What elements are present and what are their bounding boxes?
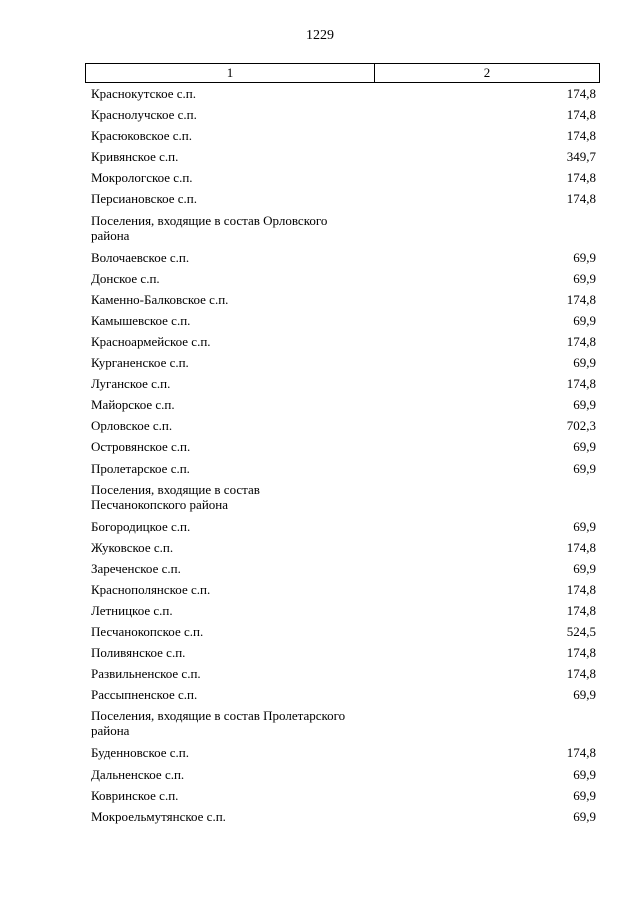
table-row bbox=[91, 666, 596, 687]
settlement-value: 702,3 bbox=[566, 418, 596, 434]
settlement-name: Кривянское с.п. bbox=[91, 149, 179, 165]
settlement-value: 174,8 bbox=[566, 745, 596, 761]
settlement-value: 174,8 bbox=[566, 333, 596, 349]
group-heading-row bbox=[91, 708, 596, 745]
table-row bbox=[91, 355, 596, 376]
table-row bbox=[91, 418, 596, 439]
settlement-name: Луганское с.п. bbox=[91, 376, 171, 392]
settlement-value: 174,8 bbox=[566, 376, 596, 392]
settlement-name: Краснолучское с.п. bbox=[91, 107, 197, 123]
table-row bbox=[91, 313, 596, 334]
settlement-value: 69,9 bbox=[573, 460, 596, 476]
settlement-value: 174,8 bbox=[566, 666, 596, 682]
group-heading: Поселения, входящие в состав Пролетарского района bbox=[91, 708, 346, 739]
group-heading: Поселения, входящие в состав Орловского района bbox=[91, 212, 328, 243]
settlement-name: Островянское с.п. bbox=[91, 439, 191, 455]
settlement-name: Поливянское с.п. bbox=[91, 645, 186, 661]
settlement-value: 174,8 bbox=[566, 645, 596, 661]
settlement-name: Мокрологское с.п. bbox=[91, 170, 193, 186]
settlement-value: 174,8 bbox=[566, 291, 596, 307]
table-row bbox=[91, 561, 596, 582]
table-row bbox=[91, 292, 596, 313]
settlement-name: Курганенское с.п. bbox=[91, 355, 189, 371]
settlement-name: Краснокутское с.п. bbox=[91, 86, 196, 101]
table-row bbox=[91, 376, 596, 397]
table-row bbox=[91, 439, 596, 460]
settlement-name: Майорское с.п. bbox=[91, 397, 175, 413]
settlement-name: Волочаевское с.п. bbox=[91, 249, 190, 265]
settlement-value: 69,9 bbox=[573, 270, 596, 286]
table-row bbox=[91, 86, 596, 107]
settlement-name: Каменно-Балковское с.п. bbox=[91, 291, 229, 307]
settlement-value: 174,8 bbox=[566, 191, 596, 207]
settlement-name: Развильненское с.п. bbox=[91, 666, 201, 682]
table-row bbox=[91, 170, 596, 191]
table-row bbox=[91, 645, 596, 666]
settlement-name: Ковринское с.п. bbox=[91, 787, 179, 803]
table-row bbox=[91, 624, 596, 645]
settlement-value: 69,9 bbox=[573, 312, 596, 328]
settlement-name: Буденновское с.п. bbox=[91, 745, 190, 761]
table-row bbox=[91, 788, 596, 809]
table-header bbox=[85, 63, 600, 83]
page-number: 1229 bbox=[306, 28, 334, 43]
table-row bbox=[91, 128, 596, 149]
settlement-value: 69,9 bbox=[573, 397, 596, 413]
settlement-value: 69,9 bbox=[573, 249, 596, 265]
settlement-name: Красноармейское с.п. bbox=[91, 333, 211, 349]
settlement-value: 174,8 bbox=[566, 602, 596, 618]
table-row bbox=[91, 603, 596, 624]
table-row bbox=[91, 809, 596, 830]
table-row bbox=[91, 107, 596, 128]
table-row bbox=[91, 191, 596, 212]
settlement-value: 174,8 bbox=[566, 581, 596, 597]
settlement-name: Краснополянское с.п. bbox=[91, 581, 211, 597]
settlement-name: Летницкое с.п. bbox=[91, 602, 173, 618]
settlement-value: 69,9 bbox=[573, 766, 596, 782]
settlement-name: Пролетарское с.п. bbox=[91, 460, 190, 476]
table-row bbox=[91, 582, 596, 603]
settlement-value: 69,9 bbox=[573, 687, 596, 703]
settlement-name: Камышевское с.п. bbox=[91, 312, 191, 328]
settlement-name: Зареченское с.п. bbox=[91, 560, 181, 576]
settlement-name: Донское с.п. bbox=[91, 270, 160, 286]
settlement-name: Рассыпненское с.п. bbox=[91, 687, 198, 703]
settlement-value: 524,5 bbox=[566, 624, 596, 640]
table-row bbox=[91, 250, 596, 271]
settlement-name: Персиановское с.п. bbox=[91, 191, 198, 207]
settlement-value: 69,9 bbox=[573, 355, 596, 371]
group-heading-row bbox=[91, 213, 596, 250]
table-body bbox=[91, 86, 596, 830]
table-row bbox=[91, 461, 596, 482]
table-row bbox=[91, 149, 596, 170]
settlement-value: 174,8 bbox=[566, 170, 596, 186]
settlement-name: Богородицкое с.п. bbox=[91, 518, 191, 534]
table-row bbox=[91, 540, 596, 561]
header-col-1: 1 bbox=[86, 64, 375, 82]
settlement-value: 174,8 bbox=[566, 86, 596, 101]
settlement-value: 69,9 bbox=[573, 518, 596, 534]
table-row bbox=[91, 397, 596, 418]
settlement-name: Мокроельмутянское с.п. bbox=[91, 808, 226, 824]
settlement-value: 349,7 bbox=[566, 149, 596, 165]
settlement-name: Красюковское с.п. bbox=[91, 128, 192, 144]
table-row bbox=[91, 767, 596, 788]
settlement-value: 69,9 bbox=[573, 787, 596, 803]
table-row bbox=[91, 334, 596, 355]
header-col-2: 2 bbox=[483, 65, 491, 80]
group-heading-row bbox=[91, 482, 596, 519]
group-heading: Поселения, входящие в состав Песчанокопского района bbox=[91, 481, 260, 512]
settlement-value: 174,8 bbox=[566, 128, 596, 144]
settlement-value: 174,8 bbox=[566, 107, 596, 123]
settlement-value: 174,8 bbox=[566, 539, 596, 555]
table-row bbox=[91, 271, 596, 292]
settlement-name: Песчанокопское с.п. bbox=[91, 624, 204, 640]
settlement-name: Дальненское с.п. bbox=[91, 766, 185, 782]
settlement-value: 69,9 bbox=[573, 439, 596, 455]
table-row bbox=[91, 745, 596, 766]
settlement-value: 69,9 bbox=[573, 808, 596, 824]
settlement-value: 69,9 bbox=[573, 560, 596, 576]
table-row bbox=[91, 687, 596, 708]
settlement-name: Жуковское с.п. bbox=[91, 539, 174, 555]
table-row bbox=[91, 519, 596, 540]
settlement-name: Орловское с.п. bbox=[91, 418, 173, 434]
